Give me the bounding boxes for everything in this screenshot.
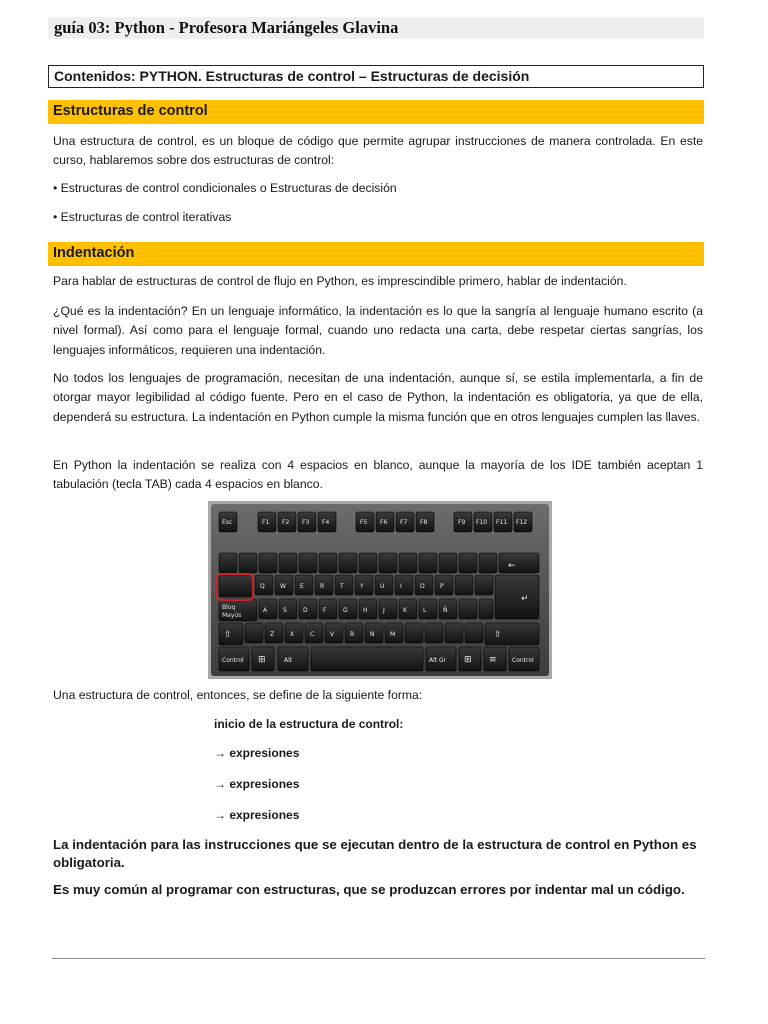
key-f4: F4 [322,519,330,526]
key-d: D [303,607,308,614]
key-altgr: Alt Gr [429,657,447,664]
contents-text: Contenidos: PYTHON. Estructuras de control – Estructuras de decisión [54,68,530,84]
definition-line: inicio de la estructura de control: [214,717,404,731]
windows-key-icon: ⊞ [258,655,266,665]
note-paragraph: La indentación para las instrucciones que se ejecutan dentro de la estructura de control en Python es obligatoria. [53,837,697,870]
contents-box [48,65,704,88]
definition-line: → expresiones [214,808,300,822]
key-j: J [383,607,385,614]
indentation-paragraph: Para hablar de estructuras de control de flujo en Python, es imprescindible primero, hablar de indentación. [53,274,627,288]
key-f2: F2 [282,519,290,526]
key-h: H [363,607,368,614]
key-f3: F3 [302,519,310,526]
key-u: U [380,583,385,590]
key-l: L [423,607,427,614]
key-p: P [440,583,444,590]
indentation-paragraph: No todos los lenguajes de programación, necesitan de una indentación, aunque sí, se estila implementarla, a fin de otorgar mayor legibilidad al código fuente. Pero en el caso de Python, la indentación es obligatoria, ya que de ella, dependerá su estructura. La indentación en Python cumple la misma función que en otros lenguajes cumplen las llaves. [53,371,703,424]
keyboard-image [208,501,552,679]
section-heading-indentation [48,242,704,266]
key-a: A [263,607,268,614]
key-o: O [420,583,425,590]
key-f10: F10 [476,519,488,526]
key-control-left: Control [222,657,244,664]
windows-key-right-icon: ⊞ [464,655,472,665]
bullet-item: • Estructuras de control iterativas [53,210,232,224]
key-s: S [283,607,287,614]
key-i: I [400,583,402,590]
key-capslock-line1: Bloq [222,604,236,611]
key-f6: F6 [380,519,388,526]
key-m: M [390,631,396,638]
key-z: Z [270,631,275,638]
key-f8: F8 [420,519,428,526]
key-t: T [340,583,344,590]
bullet-item: • Estructuras de control condicionales o Estructuras de decisión [53,181,397,195]
key-w: W [280,583,286,590]
key-capslock-line2: Mayús [222,612,242,619]
key-f7: F7 [400,519,408,526]
key-f11: F11 [496,519,508,526]
key-enye: Ñ [443,607,448,614]
indentation-paragraph: ¿Qué es la indentación? En un lenguaje informático, la indentación es lo que la sangría al lenguaje humano escrito (a nivel formal). Así como para el lenguaje formal, cuando uno redacta una carta, debe respetar ciertas sangrías, los lenguajes informáticos, requieren una indentación. [53,304,703,357]
key-f12: F12 [516,519,528,526]
document-title: guía 03: Python - Profesora Mariángeles Glavina [54,18,399,37]
menu-key-icon: ≡ [489,655,497,665]
section-heading-control-structures [48,100,704,124]
note-paragraph: Es muy común al programar con estructuras, que se produzcan errores por indentar mal un código. [53,882,685,897]
key-e: E [300,583,304,590]
key-alt: Alt [284,657,293,664]
definition-intro: Una estructura de control, entonces, se define de la siguiente forma: [53,688,423,702]
keyboard-illustration [208,501,552,679]
key-esc: Esc [222,519,233,526]
key-v: V [330,631,335,638]
backspace-arrow-icon: ← [508,561,516,571]
key-c: C [310,631,315,638]
key-x: X [290,631,295,638]
definition-line: → expresiones [214,746,300,760]
key-y: Y [360,583,364,590]
key-q: Q [260,583,265,590]
shift-left-icon: ⇧ [224,630,232,640]
shift-right-icon: ⇧ [494,630,502,640]
key-k: K [403,607,407,614]
key-f1: F1 [262,519,270,526]
intro-paragraph: Una estructura de control, es un bloque de código que permite agrupar instrucciones de manera controlada. En este curso, hablaremos sobre dos estructuras de control: [53,134,703,168]
key-n: N [370,631,375,638]
footer-divider [52,958,705,959]
key-b: B [350,631,355,638]
key-control-right: Control [512,657,534,664]
key-f: F [323,607,327,614]
section-heading-text: Indentación [53,245,135,261]
section-heading-text: Estructuras de control [53,103,208,119]
key-f9: F9 [458,519,466,526]
document-header [48,17,704,39]
key-r: R [320,583,325,590]
indentation-paragraph: En Python la indentación se realiza con 4 espacios en blanco, aunque la mayoría de los IDE también aceptan 1 tabulación (tecla TAB) cada 4 espacios en blanco. [53,458,703,492]
key-f5: F5 [360,519,368,526]
key-g: G [343,607,348,614]
enter-arrow-icon: ↵ [521,594,529,604]
definition-line: → expresiones [214,777,300,791]
